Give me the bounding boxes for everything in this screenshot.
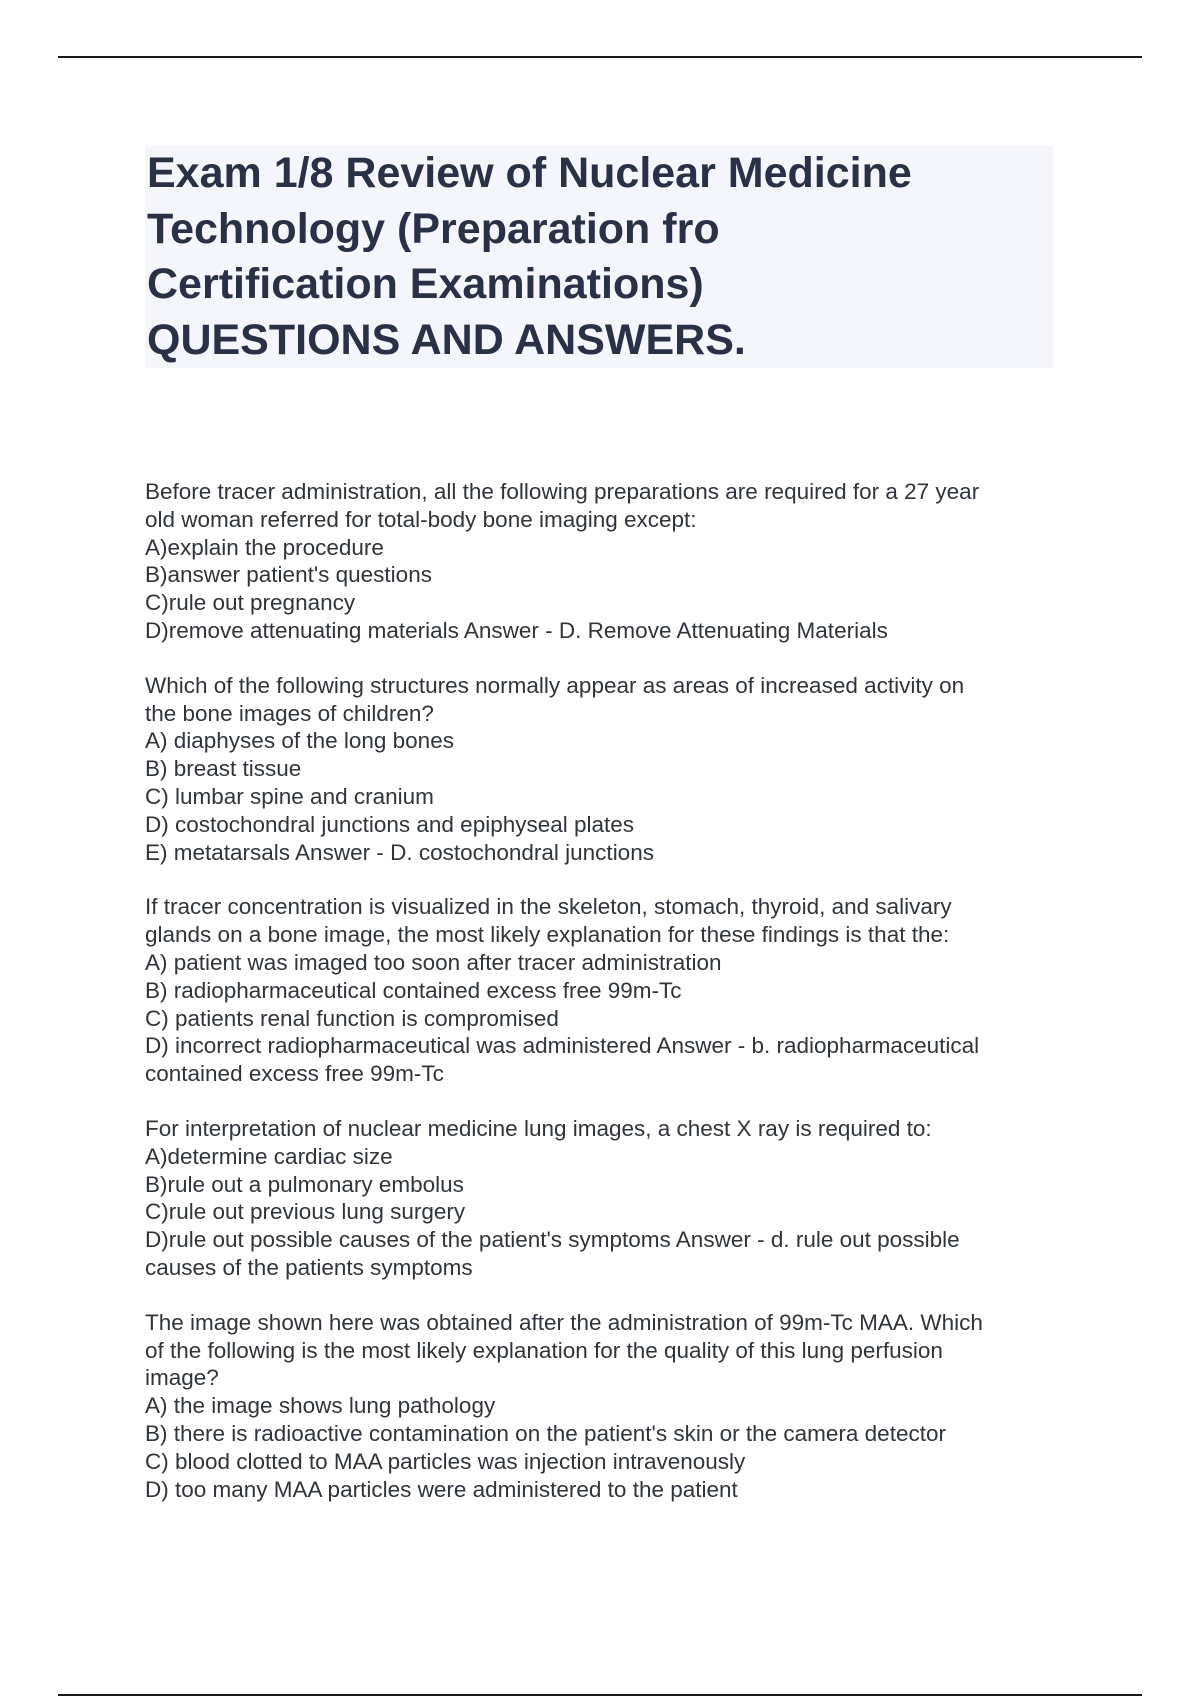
answer-option: B)rule out a pulmonary embolus <box>145 1171 464 1197</box>
answer-option: B)answer patient's questions <box>145 562 432 588</box>
answer-option: B) there is radioactive contamination on the patient's skin or the camera detector <box>145 1420 946 1446</box>
answer-option: D) too many MAA particles were administered to the patient <box>145 1476 738 1502</box>
questions-list <box>145 478 1075 1530</box>
question-text-line: Which of the following structures normally appear as areas of increased activity on <box>145 672 965 698</box>
answer-option: C) patients renal function is compromised <box>145 1005 559 1031</box>
top-rule <box>58 56 1142 58</box>
answer-option: C) blood clotted to MAA particles was injection intravenously <box>145 1448 746 1474</box>
question-text-line: If tracer concentration is visualized in the skeleton, stomach, thyroid, and salivary <box>145 894 952 920</box>
question-block-2 <box>145 672 1075 867</box>
answer-option: A) the image shows lung pathology <box>145 1393 496 1419</box>
question-text-line: the bone images of children? <box>145 700 434 726</box>
question-block-3 <box>145 893 1075 1088</box>
answer-option: E) metatarsals Answer - D. costochondral junctions <box>145 839 654 865</box>
answer-option: D) costochondral junctions and epiphyseal plates <box>145 811 635 837</box>
question-text-line: The image shown here was obtained after the administration of 99m-Tc MAA. Which <box>145 1309 983 1335</box>
answer-option: contained excess free 99m-Tc <box>145 1061 444 1087</box>
bottom-rule <box>58 1694 1142 1696</box>
question-block-5 <box>145 1309 1075 1504</box>
question-text-line: image? <box>145 1365 219 1391</box>
question-text-line: Before tracer administration, all the following preparations are required for a 27 year <box>145 479 980 504</box>
title-line: Exam 1/8 Review of Nuclear Medicine <box>147 149 912 197</box>
answer-option: A) diaphyses of the long bones <box>145 728 454 754</box>
answer-option: B) breast tissue <box>145 756 302 782</box>
question-block-1 <box>145 478 1075 645</box>
question-text-line: old woman referred for total-body bone imaging except: <box>145 506 697 532</box>
answer-option: causes of the patients symptoms <box>145 1254 473 1280</box>
answer-option: D) incorrect radiopharmaceutical was administered Answer - b. radiopharmaceutical <box>145 1033 980 1059</box>
title-line: Technology (Preparation fro <box>147 204 720 253</box>
answer-option: A) patient was imaged too soon after tracer administration <box>145 949 722 975</box>
question-text-line: For interpretation of nuclear medicine lung images, a chest X ray is required to: <box>145 1115 932 1141</box>
question-text-line: of the following is the most likely explanation for the quality of this lung perfusion <box>145 1337 943 1363</box>
answer-option: D)remove attenuating materials Answer - D. Remove Attenuating Materials <box>145 617 888 643</box>
answer-option: A)explain the procedure <box>145 534 384 560</box>
document-title <box>145 146 1053 368</box>
title-line: QUESTIONS AND ANSWERS. <box>147 315 746 364</box>
question-block-4 <box>145 1115 1075 1282</box>
answer-option: B) radiopharmaceutical contained excess free 99m-Tc <box>145 977 682 1003</box>
answer-option: C)rule out pregnancy <box>145 590 356 616</box>
answer-option: D)rule out possible causes of the patient's symptoms Answer - d. rule out possible <box>145 1227 960 1253</box>
question-text-line: glands on a bone image, the most likely explanation for these findings is that the: <box>145 922 950 948</box>
title-line: Certification Examinations) <box>147 260 704 308</box>
answer-option: C) lumbar spine and cranium <box>145 783 434 809</box>
answer-option: C)rule out previous lung surgery <box>145 1199 466 1225</box>
answer-option: A)determine cardiac size <box>145 1143 393 1169</box>
